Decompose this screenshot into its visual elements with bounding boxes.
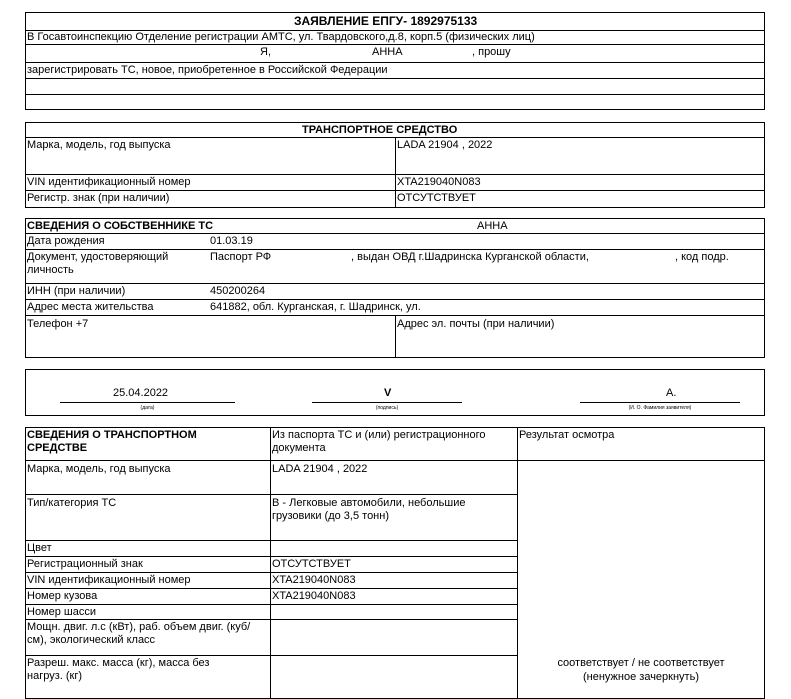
dob-label: Дата рождения bbox=[27, 235, 105, 247]
signature-caption: (подпись) bbox=[375, 405, 399, 411]
row-make-value: LADA 21904 , 2022 bbox=[272, 463, 368, 475]
row-color-label: Цвет bbox=[27, 542, 52, 554]
make-label: Марка, модель, год выпуска bbox=[27, 139, 171, 151]
vehicle-section-title: ТРАНСПОРТНОЕ СРЕДСТВО bbox=[302, 124, 458, 136]
phone-label: Телефон +7 bbox=[27, 318, 89, 330]
row-vin-value: XTA219040N083 bbox=[272, 574, 356, 586]
date-caption: (дата) bbox=[140, 405, 155, 411]
row-engine-label: Мощн. двиг. л.с (кВт), раб. объем двиг. (куб/см), экологический класс bbox=[27, 621, 251, 646]
email-label: Адрес эл. почты (при наличии) bbox=[397, 318, 555, 330]
request-text: зарегистрировать ТС, новое, приобретенное в Российской Федерации bbox=[27, 64, 388, 76]
row-body-value: XTA219040N083 bbox=[272, 590, 356, 602]
owner-name: АННА bbox=[477, 220, 508, 232]
applicant-name: АННА bbox=[372, 46, 403, 58]
id-document-type: Паспорт РФ bbox=[210, 251, 272, 263]
fio-caption: (И. О. Фамилия заявителя) bbox=[628, 405, 692, 411]
dob-value: 01.03.19 bbox=[210, 235, 253, 247]
vin-label: VIN идентификационный номер bbox=[27, 176, 191, 188]
signature-date: 25.04.2022 bbox=[113, 387, 169, 399]
row-type-label: Тип/категория ТС bbox=[27, 497, 117, 509]
row-mass-label: Разреш. макс. масса (кг), масса без нагруз. (кг) bbox=[27, 657, 210, 682]
passport-column-header: Из паспорта ТС и (или) регистрационного документа bbox=[272, 429, 486, 454]
result-column-header: Результат осмотра bbox=[519, 429, 615, 441]
applicant-initial: А. bbox=[666, 387, 677, 399]
inn-value: 450200264 bbox=[210, 285, 266, 297]
row-vin-label: VIN идентификационный номер bbox=[27, 574, 191, 586]
address-label: Адрес места жительства bbox=[27, 301, 154, 313]
vin-value: XTA219040N083 bbox=[397, 176, 481, 188]
plate-label: Регистр. знак (при наличии) bbox=[27, 192, 170, 204]
row-plate-value: ОТСУТСТВУЕТ bbox=[272, 558, 351, 570]
row-type-value: В - Легковые автомобили, небольшие грузовики (до 3,5 тонн) bbox=[272, 497, 466, 522]
address-value: 641882, обл. Курганская, г. Шадринск, ул. bbox=[210, 301, 421, 313]
inspection-result-text: соответствует / не соответствует bbox=[557, 657, 725, 669]
id-document-code: , код подр. bbox=[675, 251, 729, 263]
make-value: LADA 21904 , 2022 bbox=[397, 139, 493, 151]
signature-mark: V bbox=[384, 387, 392, 399]
inspection-result-note: (ненужное зачеркнуть) bbox=[583, 671, 699, 683]
owner-section-title: СВЕДЕНИЯ О СОБСТВЕННИКЕ ТС bbox=[27, 220, 214, 232]
id-document-issued: , выдан ОВД г.Шадринска Курганской области, bbox=[351, 251, 589, 263]
row-chassis-label: Номер шасси bbox=[27, 606, 97, 618]
proshu-label: , прошу bbox=[472, 46, 511, 58]
plate-value: ОТСУТСТВУЕТ bbox=[397, 192, 476, 204]
row-plate-label: Регистрационный знак bbox=[27, 558, 143, 570]
row-make-label: Марка, модель, год выпуска bbox=[27, 463, 171, 475]
inn-label: ИНН (при наличии) bbox=[27, 285, 126, 297]
row-body-label: Номер кузова bbox=[27, 590, 98, 602]
application-title: ЗАЯВЛЕНИЕ ЕПГУ- 1892975133 bbox=[294, 14, 478, 28]
id-document-label: Документ, удостоверяющий личность bbox=[27, 251, 169, 276]
inspection-section-title: СВЕДЕНИЯ О ТРАНСПОРТНОМ СРЕДСТВЕ bbox=[27, 429, 197, 454]
ya-label: Я, bbox=[260, 46, 271, 58]
inspection-office-line: В Госавтоинспекцию Отделение регистрации АМТС, ул. Твардовского,д.8, корп.5 (физических лиц) bbox=[27, 31, 535, 43]
